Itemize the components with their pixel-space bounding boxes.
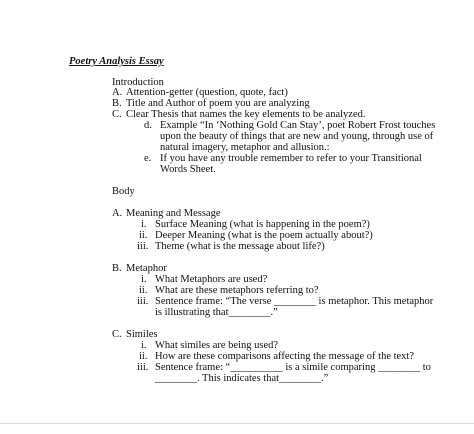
section-b-item-i-marker: i.	[141, 274, 147, 285]
intro-item-b-marker: B.	[112, 98, 122, 109]
section-b-item-i-text: What Metaphors are used?	[155, 274, 268, 285]
section-c-item-iii-marker: iii.	[137, 362, 149, 373]
intro-item-c-text: Clear Thesis that names the key elements to be analyzed.	[126, 109, 366, 120]
intro-subitem-d-line-1: Example “In ‘Nothing Gold Can Stay’, poet Robert Frost touches	[160, 120, 436, 131]
section-b-item-iii-marker: iii.	[137, 296, 149, 307]
intro-subitem-e-line-2: Words Sheet.	[160, 164, 216, 175]
section-b-item-iii-line-2: is illustrating that________.”	[155, 307, 278, 318]
intro-subitem-e-line-1: If you have any trouble remember to refer to your Transitional	[160, 153, 422, 164]
section-a-item-ii-text: Deeper Meaning (what is the poem actually about?)	[155, 230, 373, 241]
section-c-item-i-text: What similes are being used?	[155, 340, 279, 351]
section-b-item-iii-line-1: Sentence frame: “The verse ________ is metaphor. This metaphor	[155, 296, 434, 307]
section-b-item-ii-text: What are these metaphors referring to?	[155, 285, 319, 296]
intro-item-a-text: Attention-getter (question, quote, fact)	[126, 87, 288, 98]
section-b-item-ii-marker: ii.	[139, 285, 148, 296]
section-c-item-iii-line-1: Sentence frame: “__________ is a simile comparing ________ to	[155, 362, 431, 373]
section-c-item-ii-text: How are these comparisons affecting the message of the text?	[155, 351, 415, 362]
intro-item-a-marker: A.	[112, 87, 123, 98]
page-bottom-divider	[0, 423, 474, 424]
section-a-item-i-marker: i.	[141, 219, 147, 230]
intro-item-b-text: Title and Author of poem you are analyzing	[126, 98, 310, 109]
intro-subitem-d-line-2: upon the beauty of things that are new and young, through use of	[160, 131, 434, 142]
section-c-item-ii-marker: ii.	[139, 351, 148, 362]
body-section-b-heading: Metaphor	[126, 263, 167, 274]
body-section-c-marker: C.	[112, 329, 122, 340]
body-section-a-heading: Meaning and Message	[126, 208, 221, 219]
body-section-c	[112, 329, 158, 341]
body-heading: Body	[112, 186, 135, 197]
body-section-b-marker: B.	[112, 263, 122, 274]
document-title: Poetry Analysis Essay	[69, 56, 164, 67]
intro-item-c-marker: C.	[112, 109, 122, 120]
body-section-c-heading: Similes	[126, 329, 158, 340]
section-a-item-iii-text: Theme (what is the message about life?)	[155, 241, 325, 252]
section-a-item-iii-marker: iii.	[137, 241, 149, 252]
section-a-item-i-text: Surface Meaning (what is happening in the poem?)	[155, 219, 370, 230]
body-section-a-marker: A.	[112, 208, 123, 219]
section-c-item-i-marker: i.	[141, 340, 147, 351]
intro-subitem-d-marker: d.	[144, 120, 152, 131]
intro-subitem-e-marker: e.	[144, 153, 152, 164]
intro-subitem-d-line-3: natural imagery, metaphor and allusion.:	[160, 142, 330, 153]
section-c-item-iii-line-2: ________. This indicates that________.”	[155, 373, 329, 384]
section-a-item-ii-marker: ii.	[139, 230, 148, 241]
introduction-heading: Introduction	[112, 77, 164, 88]
